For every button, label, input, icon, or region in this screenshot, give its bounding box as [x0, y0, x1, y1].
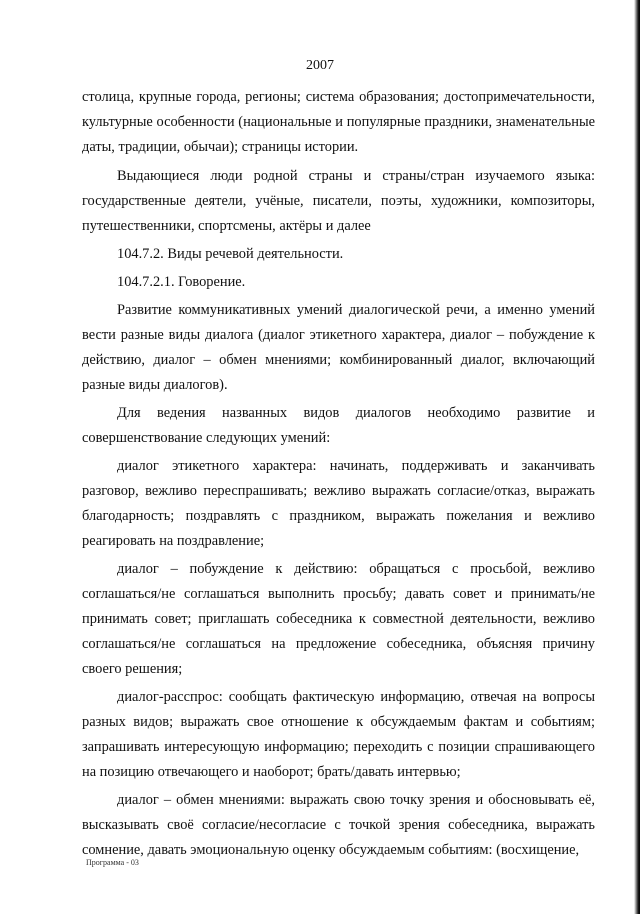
- scan-edge-shadow: [634, 0, 640, 914]
- heading-speech-activities: 104.7.2. Виды речевой деятельности.: [117, 246, 344, 262]
- paragraph-etiquette-dialogue: диалог этикетного характера: начинать, поддерживать и заканчивать разговор, вежливо переспрашивать; вежливо выражать согласие/отказ, выражать благодарность; поздравлять с праздником, выражать пожелания и вежливо реагировать на поздравление;: [82, 458, 595, 549]
- paragraph-dialogue-skills: Развитие коммуникативных умений диалогической речи, а именно умений вести разные виды диалога (диалог этикетного характера, диалог – побуждение к действию, диалог – обмен мнениями; комбинированный диалог, включающий разные виды диалогов).: [82, 302, 595, 393]
- footer-label: Программа - 03: [86, 858, 139, 867]
- paragraph-famous-people: Выдающиеся люди родной страны и страны/стран изучаемого языка: государственные деятели, учёные, писатели, поэты, художники, композиторы, путешественники, спортсмены, актёры и далее: [82, 168, 595, 234]
- document-body: [82, 85, 595, 863]
- paragraph-required-skills: Для ведения названных видов диалогов необходимо развитие и совершенствование следующих умений:: [82, 405, 595, 446]
- paragraph-opinion-dialogue: диалог – обмен мнениями: выражать свою точку зрения и обосновывать её, высказывать своё согласие/несогласие с точкой зрения собеседника, выражать сомнение, давать эмоциональную оценку обсуждаемым событиям: (восхищение,: [82, 792, 595, 858]
- page-number: 2007: [306, 58, 334, 73]
- heading-speaking: 104.7.2.1. Говорение.: [117, 274, 246, 290]
- paragraph-places: столица, крупные города, регионы; система образования; достопримечательности, культурные особенности (национальные и популярные праздники, знаменательные даты, традиции, обычаи); страницы истории.: [82, 89, 595, 155]
- paragraph-inquiry-dialogue: диалог-расспрос: сообщать фактическую информацию, отвечая на вопросы разных видов; выражать свое отношение к обсуждаемым фактам и событиям; запрашивать интересующую информацию; переходить с позиции спрашивающего на позицию отвечающего и наоборот; брать/давать интервью;: [82, 689, 595, 780]
- paragraph-incentive-dialogue: диалог – побуждение к действию: обращаться с просьбой, вежливо соглашаться/не соглашаться выполнить просьбу; давать совет и принимать/не принимать совет; приглашать собеседника к совместной деятельности, вежливо соглашаться/не соглашаться на предложение собеседника, объясняя причину своего решения;: [82, 561, 595, 677]
